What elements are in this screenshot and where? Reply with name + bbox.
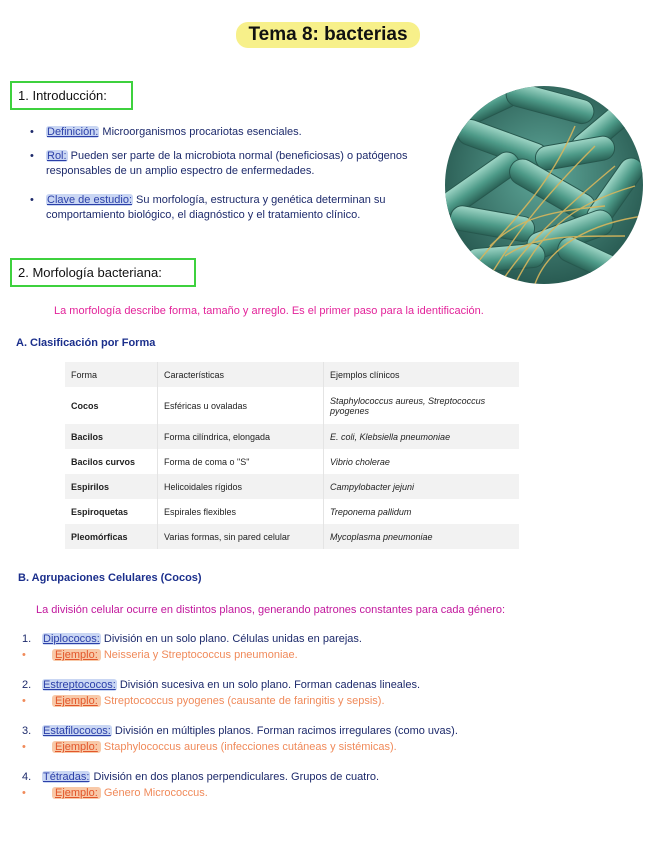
morphology-intro-text: La morfología describe forma, tamaño y arreglo. Es el primer paso para la identificación.	[54, 305, 484, 317]
grouping-description: División en dos planos perpendiculares. Grupos de cuatro.	[90, 771, 380, 783]
table-cell: Forma cilíndrica, elongada	[158, 424, 324, 449]
table-cell: Staphylococcus aureus, Streptococcus pyogenes	[324, 387, 520, 424]
subsection-b-heading: B. Agrupaciones Celulares (Cocos)	[18, 572, 202, 584]
table-cell: Espiroquetas	[65, 499, 158, 524]
subsection-b-intro: La división celular ocurre en distintos planos, generando patrones constantes para cada género:	[36, 604, 506, 616]
bullet-icon: •	[22, 787, 26, 799]
section-morphology-heading: 2. Morfología bacteriana:	[10, 258, 196, 287]
bullet-text: Pueden ser parte de la microbiota normal (beneficiosas) o patógenos responsables de un amplio espectro de enfermedades.	[46, 150, 408, 177]
table-row	[65, 474, 519, 499]
bullet-text: Microorganismos procariotas esenciales.	[99, 126, 302, 138]
table-cell: Helicoidales rígidos	[158, 474, 324, 499]
table-header-cell: Características	[158, 362, 324, 387]
table-cell: Mycoplasma pneumoniae	[324, 524, 520, 549]
table-row	[65, 499, 519, 524]
table-row	[65, 387, 519, 424]
grouping-item	[22, 723, 642, 755]
example-text: Streptococcus pyogenes (causante de faringitis y sepsis).	[100, 695, 385, 707]
table-cell: Treponema pallidum	[324, 499, 520, 524]
grouping-description: División en un solo plano. Células unidas en parejas.	[100, 633, 362, 645]
grouping-description: División sucesiva en un solo plano. Forman cadenas lineales.	[116, 679, 421, 691]
grouping-name: Estreptococos:	[43, 679, 116, 691]
example-key: Ejemplo:	[52, 741, 101, 753]
table-row	[65, 449, 519, 474]
table-cell: Cocos	[65, 387, 158, 424]
example-key: Ejemplo:	[52, 649, 101, 661]
classification-table-wrapper	[65, 362, 519, 549]
table-cell: Bacilos	[65, 424, 158, 449]
grouping-number: 1.	[22, 633, 32, 645]
table-cell: Campylobacter jejuni	[324, 474, 520, 499]
table-header-row	[65, 362, 519, 387]
table-header-cell: Ejemplos clínicos	[324, 362, 520, 387]
bullet-key: Definición:	[47, 126, 99, 138]
grouping-number: 2.	[22, 679, 32, 691]
table-cell: Pleomórficas	[65, 524, 158, 549]
bullet-study-key	[18, 193, 438, 223]
table-cell: Espirilos	[65, 474, 158, 499]
grouping-name: Tétradas:	[43, 771, 90, 783]
title-wrapper	[0, 22, 656, 48]
table-cell: Varias formas, sin pared celular	[158, 524, 324, 549]
grouping-item	[22, 677, 642, 709]
example-text: Staphylococcus aureus (infecciones cutáneas y sistémicas).	[100, 741, 397, 753]
grouping-name: Estafilococos:	[43, 725, 111, 737]
table-cell: E. coli, Klebsiella pneumoniae	[324, 424, 520, 449]
grouping-list	[22, 631, 642, 801]
table-row	[65, 424, 519, 449]
grouping-number: 4.	[22, 771, 32, 783]
grouping-name: Diplococos:	[43, 633, 100, 645]
table-cell: Forma de coma o "S"	[158, 449, 324, 474]
bullet-icon: •	[22, 741, 26, 753]
bullet-key: Rol:	[47, 150, 67, 162]
example-key: Ejemplo:	[52, 787, 101, 799]
bullet-role	[18, 149, 438, 179]
grouping-description: División en múltiples planos. Forman racimos irregulares (como uvas).	[111, 725, 458, 737]
bullet-icon: •	[22, 695, 26, 707]
classification-table	[65, 362, 519, 549]
table-cell: Esféricas u ovaladas	[158, 387, 324, 424]
table-row	[65, 524, 519, 549]
subsection-a-heading: A. Clasificación por Forma	[16, 337, 156, 349]
example-text: Neisseria y Streptococcus pneumoniae.	[100, 649, 298, 661]
page-title: Tema 8: bacterias	[236, 22, 419, 48]
intro-bullet-list	[18, 125, 438, 232]
table-cell: Bacilos curvos	[65, 449, 158, 474]
bullet-text: Su morfología, estructura y genética determinan su comportamiento biológico, el diagnóstico y el tratamiento clínico.	[46, 194, 386, 221]
table-cell: Vibrio cholerae	[324, 449, 520, 474]
table-cell: Espirales flexibles	[158, 499, 324, 524]
grouping-item	[22, 769, 642, 801]
example-text: Género Micrococcus.	[100, 787, 208, 799]
example-key: Ejemplo:	[52, 695, 101, 707]
grouping-item	[22, 631, 642, 663]
bullet-icon: •	[22, 649, 26, 661]
section-intro-heading: 1. Introducción:	[10, 81, 133, 110]
grouping-number: 3.	[22, 725, 32, 737]
bacteria-micrograph-image	[445, 86, 643, 284]
table-header-cell: Forma	[65, 362, 158, 387]
bullet-key: Clave de estudio:	[47, 194, 132, 206]
bullet-definition	[18, 125, 438, 140]
